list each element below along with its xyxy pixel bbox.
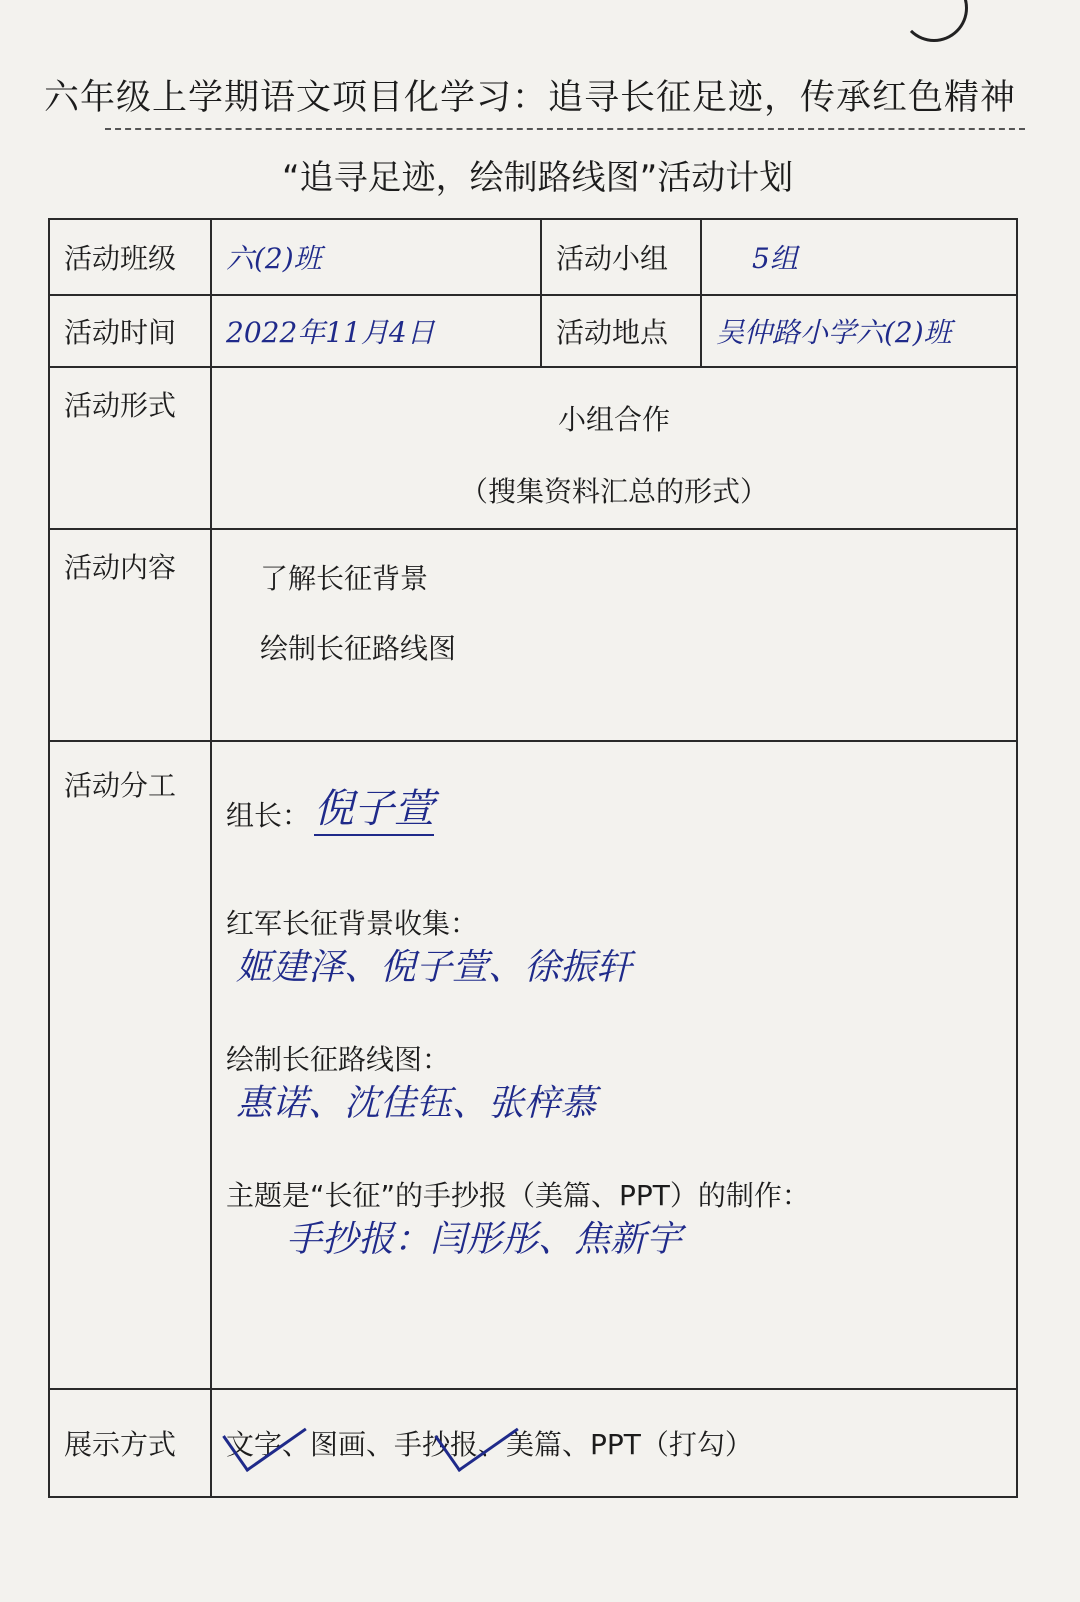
content-cell <box>211 529 1017 741</box>
task-names[interactable]: 手抄报：闫彤彤、焦新宇 <box>286 1219 683 1260</box>
leader-row <box>226 756 1016 836</box>
row-content <box>49 529 1017 741</box>
task-label: 主题是“长征”的手抄报（美篇、PPT）的制作： <box>226 1179 810 1212</box>
corner-pen-mark <box>900 0 968 42</box>
task-names[interactable]: 惠诺、沈佳钰、张梓慕 <box>236 1083 597 1124</box>
task-block <box>226 1176 1016 1264</box>
row-class-group <box>49 219 1017 295</box>
display-label: 展示方式 <box>49 1389 211 1497</box>
content-line: 绘制长征路线图 <box>260 632 457 665</box>
display-options: 文字、图画、手抄报、美篇、PPT（打勾） <box>226 1428 753 1461</box>
task-block <box>226 904 1016 992</box>
leader-label: 组长： <box>226 799 311 832</box>
row-display <box>49 1389 1017 1497</box>
row-format <box>49 367 1017 529</box>
time-value[interactable]: 2022年11月4日 <box>211 295 541 367</box>
place-value[interactable]: 吴仲路小学六(2)班 <box>701 295 1017 367</box>
time-label: 活动时间 <box>49 295 211 367</box>
division-cell <box>211 741 1017 1389</box>
title-divider <box>105 128 1025 130</box>
task-names[interactable]: 姬建泽、倪子萱、徐振轩 <box>236 947 633 988</box>
document-title: 六年级上学期语文项目化学习：追寻长征足迹，传承红色精神 <box>44 78 1017 118</box>
format-cell <box>211 367 1017 529</box>
group-value[interactable]: 5组 <box>701 219 1017 295</box>
task-label: 红军长征背景收集： <box>226 907 479 940</box>
division-label: 活动分工 <box>49 741 211 1389</box>
place-label: 活动地点 <box>541 295 701 367</box>
row-time-place <box>49 295 1017 367</box>
format-line: （搜集资料汇总的形式） <box>459 475 768 508</box>
content-label: 活动内容 <box>49 529 211 741</box>
group-label: 活动小组 <box>541 219 701 295</box>
task-label: 绘制长征路线图： <box>226 1043 451 1076</box>
row-division <box>49 741 1017 1389</box>
display-cell <box>211 1389 1017 1497</box>
format-label: 活动形式 <box>49 367 211 529</box>
task-block <box>226 1040 1016 1128</box>
format-line: 小组合作 <box>557 403 670 436</box>
document-subtitle: “追寻足迹，绘制路线图”活动计划 <box>282 158 794 198</box>
leader-name[interactable]: 倪子萱 <box>314 777 434 836</box>
activity-plan-table <box>48 218 1018 1498</box>
content-line: 了解长征背景 <box>260 562 429 595</box>
class-value[interactable]: 六(2)班 <box>211 219 541 295</box>
class-label: 活动班级 <box>49 219 211 295</box>
